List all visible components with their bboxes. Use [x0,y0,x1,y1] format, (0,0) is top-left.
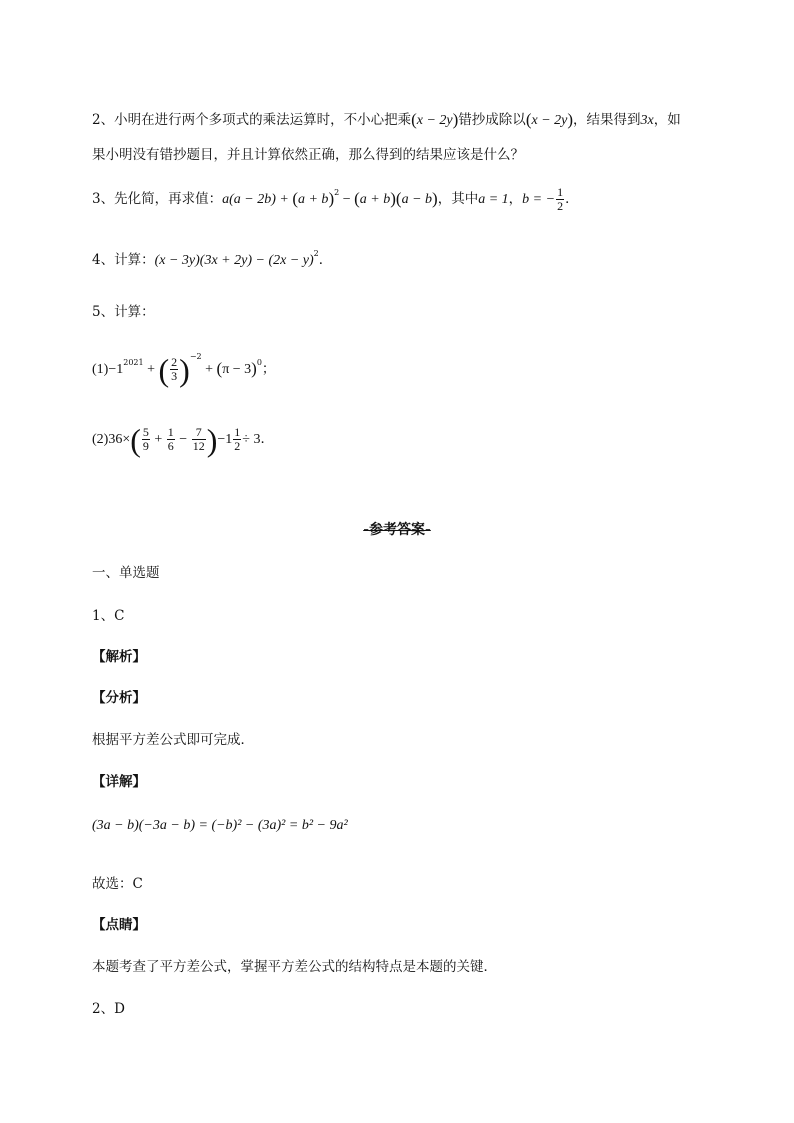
question-5-part-2: (2)36×( $\frac{5}{9}$ + $\frac{1}{6}$ − $\frac{7}{12}$ )−1 $\frac{1}{2}$ ÷ 3． [92,422,274,458]
question-5-part-1: $(1)-1^{2021}$ + ( $\frac{2}{3}$ )$^{-2} + (\pi - 3)^0$； [92,352,276,388]
answer-2: 2、D [92,1001,125,1017]
q4-end: ． [318,252,333,268]
q3-term4: a + b [359,192,391,207]
question-4: 4、计算：$(x - 3y)(3x + 2y) - (2x - y)^2$． [92,249,333,268]
q2-tail: ，如 [653,112,681,128]
question-3: 3、先化简，再求值：$a(a - 2b) + (a + b)^2 - (a + b)(a - b)$，其中a = 1，b = − $\frac{1}{2}$ ． [92,185,579,213]
q2-mid1: 错抄成除以 [458,112,526,128]
xiangjie-heading: 【详解】 [92,774,146,790]
q4-expr: (x − 3y)(3x + 2y) − (2x − y) [154,253,314,268]
q2-expr-a: x − 2y [416,113,453,128]
dianjing-text: 本题考查了平方差公式，掌握平方差公式的结构特点是本题的关键． [92,959,497,975]
solution-formula: (3a − b)(−3a − b) = (−b)² − (3a)² = b² − 9a² [92,818,348,833]
q3-lead: 3、先化简，再求值： [92,191,223,207]
q3-term1: a(a − 2b) + [222,192,293,207]
question-2-line-2: 果小明没有错抄题目，并且计算依然正确，那么得到的结果应该是什么？ [92,147,524,163]
guxuan-text: 故选：C [92,876,143,892]
question-2-line-1: 2、小明在进行两个多项式的乘法运算时，不小心把乘(x − 2y)错抄成除以(x − 2y)，结果得到3x，如 [92,110,681,129]
q3-term5: a − b [401,192,433,207]
q5-p1-fraction: $\frac{2}{3}$ [171,355,178,383]
q2-expr-b: x − 2y [531,113,568,128]
q3-end: ． [565,191,579,207]
answers-title: -参考答案- [363,522,431,538]
dianjing-heading: 【点睛】 [92,917,146,933]
q2-result: 3x [640,113,654,128]
q3-minus: − [339,192,355,207]
q3-sep: ， [508,191,523,207]
fenxi-text: 根据平方差公式即可完成． [92,732,254,748]
q2-mid2: ，结果得到 [573,112,641,128]
q3-cond-a: a = 1 [478,192,509,207]
q3-cond-b: b = − [522,192,556,207]
q4-lead: 4、计算： [92,252,155,268]
fenxi-heading: 【分析】 [92,690,146,706]
jiexi-heading: 【解析】 [92,649,146,665]
answers-title-wrap [0,519,794,539]
section-title: 一、单选题 [92,565,160,581]
q3-mid: ，其中 [437,191,479,207]
answer-1: 1、C [92,608,125,624]
q3-term2: a + b [297,192,329,207]
question-5-lead: 5、计算： [92,304,155,320]
q3-fraction: $\frac{1}{2}$ [557,185,564,213]
q2-lead: 2、小明在进行两个多项式的乘法运算时，不小心把乘 [92,112,412,128]
